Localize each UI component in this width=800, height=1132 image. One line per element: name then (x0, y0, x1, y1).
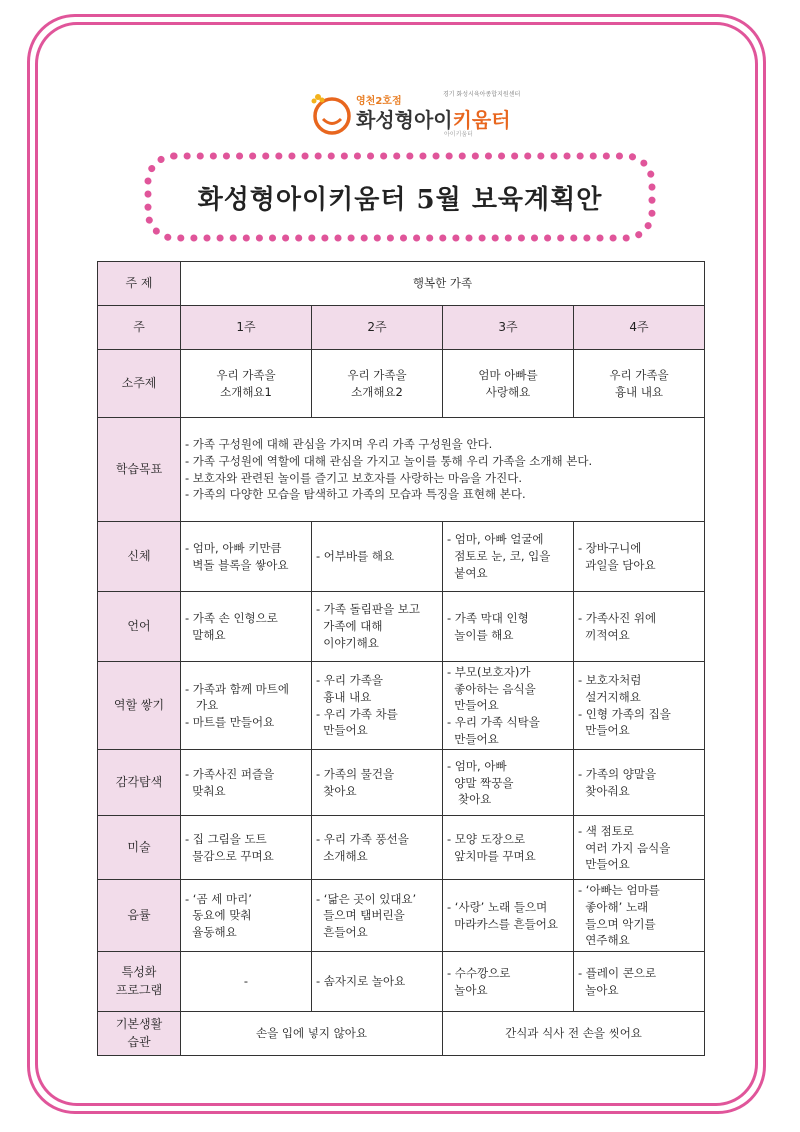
activity-line: - 색 점토로 (578, 823, 634, 838)
activity-line: 이야기해요 (316, 635, 379, 650)
activity-cell (181, 952, 312, 1012)
activity-line: 만들어요 (447, 698, 499, 713)
week-label: 주 (98, 306, 181, 350)
activity-line: - ‘곰 세 마리’ (185, 891, 252, 906)
habit-label: 기본생활 습관 (98, 1012, 181, 1056)
activity-line: 만들어요 (578, 723, 630, 738)
activity-cell (181, 816, 312, 880)
goal-item: - 가족 구성원에 역할에 대해 관심을 가지고 놀이를 통해 우리 가족을 소개해 본다. (185, 453, 593, 468)
activity-line: 소개해요 (316, 848, 368, 863)
activity-line: 양말 짝꿍을 (447, 775, 514, 790)
activity-line: - 가족과 함께 마트에 (185, 681, 289, 696)
activity-cell (181, 662, 312, 750)
week-header: 1주 (181, 306, 312, 350)
activity-line: - 장바구니에 (578, 540, 642, 555)
logo-name (356, 104, 511, 133)
activity-line: 찾아요 (447, 792, 492, 807)
logo-tagline: 경기 화성시육아종합지원센터 (443, 91, 521, 98)
activity-cell (312, 750, 443, 816)
habit-right: 간식과 식사 전 손을 씻어요 (443, 1012, 705, 1056)
activity-cell (443, 880, 574, 952)
subtheme-row (98, 350, 705, 418)
activity-line: - 엄마, 아빠 키만큼 (185, 540, 282, 555)
activity-cell (574, 880, 705, 952)
activity-line: 들으며 탬버린을 (316, 908, 405, 923)
activity-line: 여러 가지 음식을 (578, 840, 671, 855)
activity-row (98, 880, 705, 952)
activity-line: 율동해요 (185, 925, 237, 940)
activity-line: 들으며 악기를 (578, 916, 656, 931)
activity-cell (443, 592, 574, 662)
activity-rows (98, 522, 705, 1012)
activity-cell (312, 816, 443, 880)
activity-line: 좋아해’ 노래 (578, 900, 649, 915)
plan-table (97, 261, 705, 1056)
activity-line: - 인형 가족의 집을 (578, 706, 671, 721)
goals-cell (181, 418, 705, 522)
activity-line: - 가족사진 위에 (578, 610, 657, 625)
activity-label: 음률 (98, 880, 181, 952)
activity-line: 흔들어요 (316, 925, 368, 940)
activity-cell (181, 880, 312, 952)
activity-line: - 플레이 콘으로 (578, 965, 657, 980)
activity-line: - 우리 가족 식탁을 (447, 715, 540, 730)
activity-row (98, 662, 705, 750)
logo-tagline-2: 아이키움터 (444, 131, 473, 138)
habit-row (98, 1012, 705, 1056)
activity-line: - 모양 도장으로 (447, 832, 526, 847)
week-header: 4주 (574, 306, 705, 350)
activity-cell (443, 952, 574, 1012)
week-header: 2주 (312, 306, 443, 350)
activity-line: 벽돌 블록을 쌓아요 (185, 557, 289, 572)
theme-value: 행복한 가족 (181, 262, 705, 306)
activity-line: 만들어요 (578, 857, 630, 872)
activity-line: 붙여요 (447, 565, 488, 580)
activity-line: 연주해요 (578, 933, 630, 948)
activity-line: 말해요 (185, 627, 226, 642)
activity-line: 놀이를 해요 (447, 627, 514, 642)
activity-line: - 우리 가족 풍선을 (316, 832, 409, 847)
activity-line: 좋아하는 음식을 (447, 681, 536, 696)
activity-label: 역할 쌓기 (98, 662, 181, 750)
activity-line: - 가족의 양말을 (578, 767, 657, 782)
page-title: 화성형아이키움터 5월 보육계획안 (197, 184, 603, 215)
activity-row (98, 750, 705, 816)
activity-line: 점토로 눈, 코, 입을 (447, 549, 551, 564)
activity-line: 마라카스를 흔들어요 (447, 916, 558, 931)
activity-line: - 엄마, 아빠 얼굴에 (447, 532, 544, 547)
subtheme-label: 소주제 (98, 350, 181, 418)
activity-line: 앞치마를 꾸며요 (447, 848, 536, 863)
activity-line: 물감으로 꾸며요 (185, 848, 274, 863)
goals-row (98, 418, 705, 522)
activity-line: - (243, 974, 249, 989)
activity-line: - ‘닮은 곳이 있대요’ (316, 891, 417, 906)
activity-line: 가족에 대해 (316, 619, 383, 634)
activity-cell (181, 750, 312, 816)
activity-cell (574, 952, 705, 1012)
activity-line: 가요 (185, 698, 219, 713)
activity-label: 미술 (98, 816, 181, 880)
activity-line: - 우리 가족 차를 (316, 706, 398, 721)
activity-cell (312, 592, 443, 662)
title-banner (142, 150, 658, 244)
logo-name-part2: 아이 (413, 108, 453, 132)
activity-row (98, 592, 705, 662)
smiling-face-icon (310, 92, 354, 136)
activity-label: 감각탐색 (98, 750, 181, 816)
activity-line: - 우리 가족을 (316, 673, 384, 688)
subtheme-cell: 우리 가족을 소개해요2 (312, 350, 443, 418)
activity-line: - 보호자처럼 (578, 673, 642, 688)
activity-cell (574, 750, 705, 816)
goal-item: - 보호자와 관련된 놀이를 즐기고 보호자를 사랑하는 마음을 가진다. (185, 470, 522, 485)
activity-line: - 부모(보호자)가 (447, 665, 531, 679)
activity-cell (443, 750, 574, 816)
activity-cell (443, 522, 574, 592)
activity-line: - 어부바를 해요 (316, 549, 395, 564)
subtheme-cell: 우리 가족을 소개해요1 (181, 350, 312, 418)
activity-line: 동요에 맞춰 (185, 908, 252, 923)
activity-row (98, 952, 705, 1012)
activity-line: - ‘사랑’ 노래 들으며 (447, 900, 548, 915)
logo-subtitle: 영천2호점 (356, 96, 402, 107)
activity-line: - 가족사진 퍼즐을 (185, 767, 275, 782)
activity-line: - 가족 돌림판을 보고 (316, 602, 420, 617)
activity-cell (574, 592, 705, 662)
theme-row (98, 262, 705, 306)
activity-line: 끼적여요 (578, 627, 630, 642)
theme-label: 주 제 (98, 262, 181, 306)
activity-line: - 수수깡으로 (447, 965, 511, 980)
subtheme-cell: 엄마 아빠를 사랑해요 (443, 350, 574, 418)
goal-item: - 가족의 다양한 모습을 탐색하고 가족의 모습과 특징을 표현해 본다. (185, 487, 526, 502)
activity-cell (181, 592, 312, 662)
activity-label: 특성화 프로그램 (98, 952, 181, 1012)
activity-line: - 엄마, 아빠 (447, 758, 507, 773)
activity-line: 만들어요 (316, 723, 368, 738)
activity-line: 찾아줘요 (578, 783, 630, 798)
logo-name-part1: 화성형 (356, 108, 414, 132)
activity-line: - 가족 막대 인형 (447, 610, 529, 625)
week-row (98, 306, 705, 350)
habit-left: 손을 입에 넣지 않아요 (181, 1012, 443, 1056)
activity-row (98, 522, 705, 592)
activity-cell (574, 662, 705, 750)
activity-cell (574, 816, 705, 880)
activity-line: 찾아요 (316, 783, 357, 798)
activity-line: 놀아요 (447, 982, 488, 997)
goals-label: 학습목표 (98, 418, 181, 522)
activity-cell (181, 522, 312, 592)
activity-cell (312, 522, 443, 592)
goal-item: - 가족 구성원에 대해 관심을 가지며 우리 가족 구성원을 안다. (185, 437, 493, 452)
activity-cell (443, 816, 574, 880)
activity-cell (312, 662, 443, 750)
activity-line: - ‘아빠는 엄마를 (578, 883, 660, 898)
activity-line: - 가족 손 인형으로 (185, 610, 278, 625)
activity-line: - 솜자지로 놀아요 (316, 974, 406, 989)
activity-line: - 가족의 물건을 (316, 767, 395, 782)
activity-label: 신체 (98, 522, 181, 592)
logo-name-part3: 키움터 (452, 108, 511, 132)
center-logo (310, 82, 521, 144)
activity-line: 맞춰요 (185, 783, 226, 798)
activity-cell (574, 522, 705, 592)
activity-line: 흉내 내요 (316, 690, 372, 704)
activity-line: 만들어요 (447, 731, 499, 746)
activity-cell (312, 952, 443, 1012)
activity-line: 설거지해요 (578, 690, 641, 704)
activity-line: - 집 그림을 도트 (185, 832, 267, 847)
activity-row (98, 816, 705, 880)
week-header: 3주 (443, 306, 574, 350)
activity-line: 놀아요 (578, 982, 619, 997)
activity-line: - 마트를 만들어요 (185, 715, 275, 730)
activity-cell (443, 662, 574, 750)
subtheme-cell: 우리 가족을 흉내 내요 (574, 350, 705, 418)
activity-label: 언어 (98, 592, 181, 662)
activity-line: 과일을 담아요 (578, 557, 656, 572)
activity-cell (312, 880, 443, 952)
